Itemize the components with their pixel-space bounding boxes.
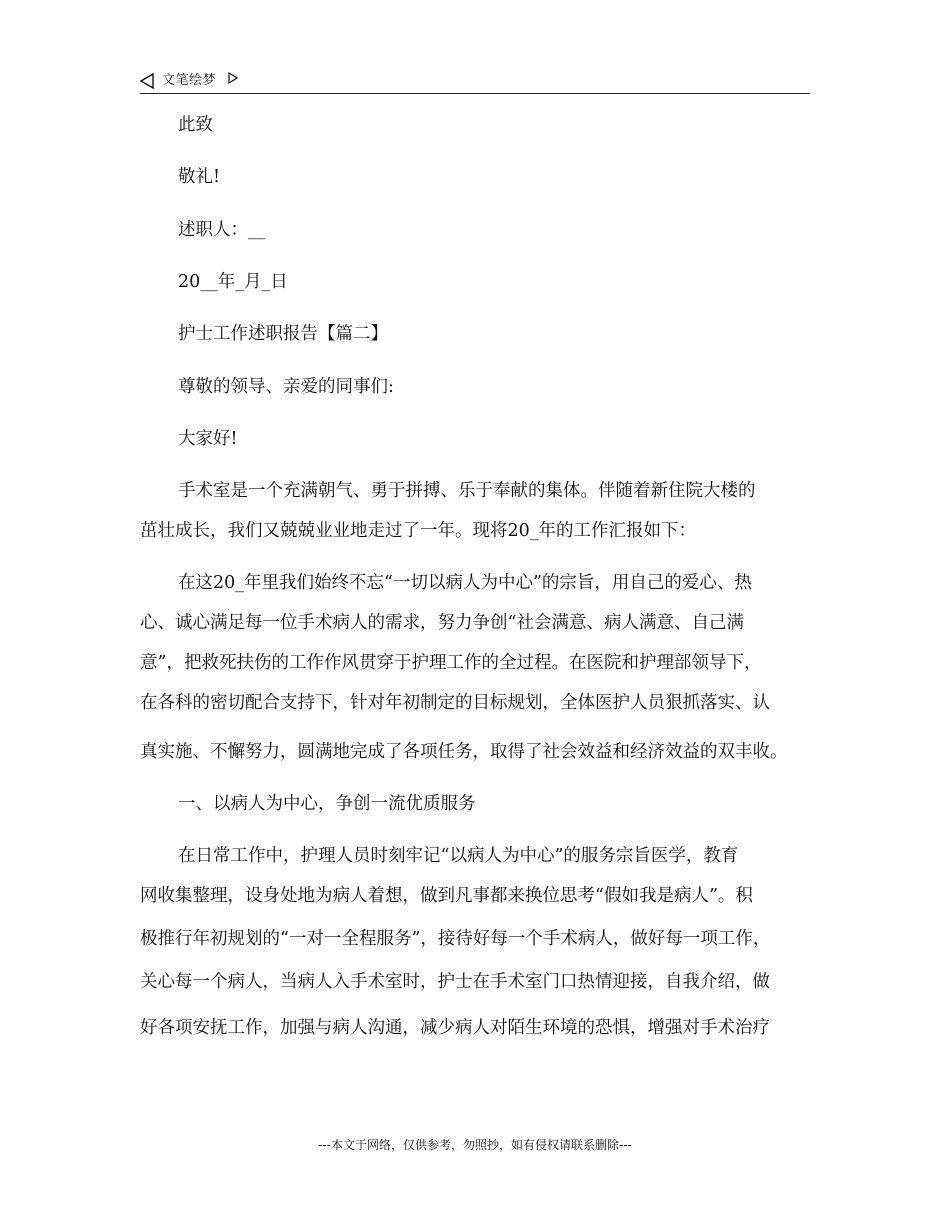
paragraph-line: 意”，把救死扶伤的工作作风贯穿于护理工作的全过程。在医院和护理部领导下，	[140, 653, 762, 673]
paragraph-line: 茁壮成长，我们又兢兢业业地走过了一年。现将20_年的工作汇报如下：	[140, 521, 697, 541]
paragraph-line: 在这20_年里我们始终不忘“一切以病人为中心”的宗旨，用自己的爱心、热	[178, 573, 752, 593]
paragraph-line: 手术室是一个充满朝气、勇于拼搏、乐于奉献的集体。伴随着新住院大楼的	[178, 481, 756, 501]
paragraph-line: 极推行年初规划的“一对一全程服务”，接待好每一个手术病人，做好每一项工作，	[140, 929, 771, 949]
section-title: 护士工作述职报告【篇二】	[178, 324, 388, 344]
paragraph-line: 好各项安抚工作，加强与病人沟通，减少病人对陌生环境的恐惧，增强对手术治疗	[140, 1018, 770, 1038]
paragraph-line: 在日常工作中，护理人员时刻牢记“以病人为中心”的服务宗旨医学，教育	[178, 846, 739, 866]
triangle-right-outline-icon	[228, 72, 238, 84]
greeting-line: 大家好!	[178, 429, 238, 449]
paragraph-line: 在各科的密切配合支持下，针对年初制定的目标规划，全体医护人员狠抓落实、认	[140, 693, 770, 713]
page-header	[140, 70, 810, 94]
paragraph-line: 真实施、不懈努力，圆满地完成了各项任务，取得了社会效益和经济效益的双丰收。	[140, 742, 788, 762]
paragraph-line: 关心每一个病人，当病人入手术室时，护士在手术室门口热情迎接，自我介绍，做	[140, 972, 770, 992]
subheading-line: 一、以病人为中心，争创一流优质服务	[178, 794, 476, 814]
header-brand: 文笔绘梦	[162, 73, 217, 88]
greeting-line: 尊敬的领导、亲爱的同事们:	[178, 377, 394, 397]
date-line: 20__年_月_日	[178, 272, 288, 292]
signature-line: 述职人：__	[178, 220, 266, 240]
paragraph-line: 心、诚心满足每一位手术病人的需求，努力争创“社会满意、病人满意、自己满	[140, 613, 744, 633]
page-footer: ---本文于网络，仅供参考，勿照抄，如有侵权请联系删除---	[318, 1138, 632, 1152]
salutation-line: 敬礼!	[178, 167, 221, 187]
paragraph-line: 网收集整理，设身处地为病人着想，做到凡事都来换位思考“假如我是病人”。积	[140, 886, 753, 906]
triangle-left-outline-icon	[140, 73, 154, 89]
closing-line: 此致	[178, 115, 213, 135]
